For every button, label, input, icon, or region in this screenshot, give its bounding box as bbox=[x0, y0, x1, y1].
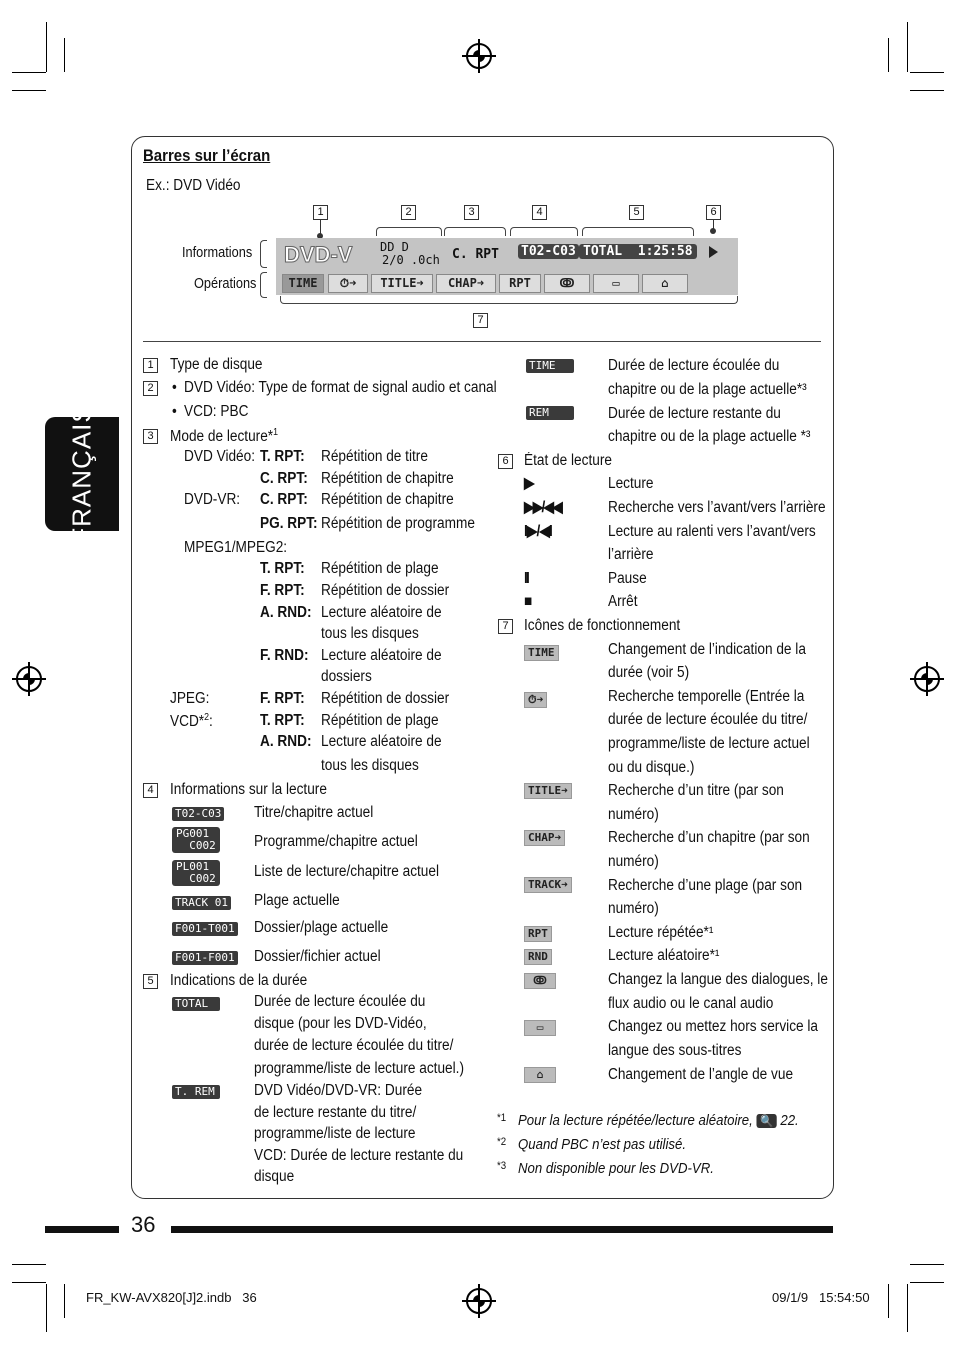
badge-desc: de lecture restante du titre/ bbox=[254, 1104, 417, 1121]
fast-forward-rewind-icon: ▶▶/◀◀ bbox=[524, 499, 561, 516]
badge-desc: disque (pour les DVD-Vidéo, bbox=[254, 1015, 427, 1032]
footer-timestamp: 09/1/9 15:54:50 bbox=[772, 1290, 870, 1305]
badge-desc: Liste de lecture/chapitre actuel bbox=[254, 863, 440, 880]
mode-key: F. RND: bbox=[260, 647, 309, 664]
label-mpeg: MPEG1/MPEG2: bbox=[184, 539, 288, 556]
mode-key: T. RPT: bbox=[260, 712, 305, 729]
item-number: 1 bbox=[143, 358, 158, 373]
badge-desc: chapitre ou de la plage actuelle*³ bbox=[608, 381, 807, 398]
mode-desc: Répétition de dossier bbox=[321, 582, 450, 599]
badge-desc: Durée de lecture restante du bbox=[608, 405, 781, 422]
badge-desc: durée de lecture écoulée du titre/ bbox=[254, 1037, 454, 1054]
op-desc: Lecture répétée*¹ bbox=[608, 924, 714, 941]
osd-rpt-button[interactable]: RPT bbox=[499, 274, 541, 293]
example-label: Ex.: DVD Vidéo bbox=[146, 177, 241, 194]
mode-desc: Répétition de titre bbox=[321, 448, 428, 465]
repeat-icon: RPT bbox=[524, 926, 552, 942]
osd-chap-button[interactable]: CHAP➜ bbox=[436, 274, 496, 293]
item-number: 6 bbox=[498, 454, 513, 469]
badge-t-rem: T. REM bbox=[172, 1085, 220, 1099]
mode-key: PG. RPT: bbox=[260, 515, 318, 532]
mode-desc: dossiers bbox=[321, 668, 372, 685]
item-number: 2 bbox=[143, 381, 158, 396]
mode-desc: Lecture aléatoire de bbox=[321, 733, 442, 750]
item-disc-type: Type de disque bbox=[170, 356, 263, 373]
item-playback-info: Informations sur la lecture bbox=[170, 781, 327, 798]
callout-3: 3 bbox=[464, 205, 479, 220]
osd-bar bbox=[276, 238, 738, 295]
badge-program-chapter: PG001 C002 bbox=[172, 827, 220, 853]
badge-desc: Programme/chapitre actuel bbox=[254, 833, 418, 850]
footnote-3: Non disponible pour les DVD-VR. bbox=[518, 1160, 714, 1177]
op-desc: Recherche d’un titre (par son bbox=[608, 782, 784, 799]
play-icon: ▶ bbox=[524, 475, 535, 492]
op-desc: numéro) bbox=[608, 806, 659, 823]
item-number: 3 bbox=[143, 429, 158, 444]
mode-desc: Répétition de programme bbox=[321, 515, 475, 532]
status-desc: Lecture bbox=[608, 475, 654, 492]
op-desc: numéro) bbox=[608, 900, 659, 917]
item-number: 7 bbox=[498, 619, 513, 634]
footnote-1: Pour la lecture répétée/lecture aléatoire, 🔍 22. bbox=[518, 1112, 799, 1129]
footnote-mark: *1 bbox=[497, 1112, 507, 1124]
badge-desc: programme/liste de lecture bbox=[254, 1125, 416, 1142]
item-time-indication: Indications de la durée bbox=[170, 972, 308, 989]
op-desc: Recherche d’une plage (par son bbox=[608, 877, 803, 894]
badge-playlist-chapter: PL001 C002 bbox=[172, 860, 220, 886]
badge-desc: DVD Vidéo/DVD-VR: Durée bbox=[254, 1082, 423, 1099]
footnote-2: Quand PBC n’est pas utilisé. bbox=[518, 1136, 687, 1153]
mode-desc: Répétition de chapitre bbox=[321, 470, 454, 487]
op-desc: Changement de l’angle de vue bbox=[608, 1066, 794, 1083]
bullet: • bbox=[172, 403, 177, 420]
mode-key: A. RND: bbox=[260, 733, 312, 750]
osd-title-button[interactable]: TITLE➜ bbox=[371, 274, 433, 293]
badge-title-chapter: T02-C03 bbox=[172, 807, 224, 821]
osd-label-info: Informations bbox=[182, 245, 253, 261]
label-dvd-video: DVD Vidéo: bbox=[184, 448, 256, 465]
badge-rem: REM bbox=[526, 406, 574, 420]
footer-file-info: FR_KW-AVX820[J]2.indb 36 bbox=[86, 1290, 257, 1305]
mode-key: C. RPT: bbox=[260, 470, 308, 487]
mode-desc: tous les disques bbox=[321, 625, 419, 642]
callout-2: 2 bbox=[401, 205, 416, 220]
op-desc: flux audio ou le canal audio bbox=[608, 995, 774, 1012]
op-desc: Changement de l’indication de la bbox=[608, 641, 806, 658]
label-jpeg: JPEG: bbox=[170, 690, 210, 707]
op-desc: Recherche temporelle (Entrée la bbox=[608, 688, 805, 705]
mode-key: A. RND: bbox=[260, 604, 312, 621]
callout-6: 6 bbox=[706, 205, 721, 220]
osd-total-time: TOTAL 1:25:58 bbox=[579, 244, 697, 259]
op-desc: numéro) bbox=[608, 853, 659, 870]
osd-angle-icon[interactable]: ⌂ bbox=[642, 274, 688, 293]
badge-desc: Durée de lecture écoulée du bbox=[608, 357, 780, 374]
label-dvd-vr: DVD-VR: bbox=[184, 491, 241, 508]
status-desc: l’arrière bbox=[608, 546, 654, 563]
mode-desc: tous les disques bbox=[321, 757, 419, 774]
item-pbc: VCD: PBC bbox=[184, 403, 249, 420]
item-playback-status: État de lecture bbox=[524, 452, 612, 469]
item-operation-icons: Icônes de fonctionnement bbox=[524, 617, 681, 634]
op-desc: durée (voir 5) bbox=[608, 664, 690, 681]
slow-motion-icon: I▶/◀I bbox=[524, 523, 552, 540]
page-number: 36 bbox=[131, 1212, 156, 1237]
badge-desc: Plage actuelle bbox=[254, 892, 340, 909]
badge-desc: Dossier/fichier actuel bbox=[254, 948, 381, 965]
track-search-icon: TRACK➜ bbox=[524, 877, 572, 893]
op-desc: durée de lecture écoulée du titre/ bbox=[608, 711, 808, 728]
op-desc: Changez la langue des dialogues, le bbox=[608, 971, 828, 988]
title-search-icon: TITLE➜ bbox=[524, 783, 572, 799]
bullet: • bbox=[172, 379, 177, 396]
badge-folder-file: F001-F001 bbox=[172, 951, 238, 965]
mode-desc: Répétition de dossier bbox=[321, 690, 450, 707]
chapter-search-icon: CHAP➜ bbox=[524, 830, 565, 846]
mode-key: F. RPT: bbox=[260, 582, 305, 599]
item-playback-mode: Mode de lecture*$^1$ bbox=[170, 427, 279, 446]
badge-time: TIME bbox=[526, 359, 574, 373]
op-desc: ou du disque.) bbox=[608, 759, 695, 776]
badge-desc: Dossier/plage actuelle bbox=[254, 919, 389, 936]
registration-mark-icon bbox=[16, 666, 42, 692]
language-tab: FRANÇAIS bbox=[45, 417, 119, 531]
osd-time-button[interactable]: TIME bbox=[282, 274, 324, 293]
item-number: 4 bbox=[143, 783, 158, 798]
osd-audio-top: DD D bbox=[380, 240, 409, 254]
status-desc: Pause bbox=[608, 570, 647, 587]
mode-desc: Lecture aléatoire de bbox=[321, 604, 442, 621]
search-icon: 🔍 bbox=[756, 1114, 776, 1128]
callout-5: 5 bbox=[629, 205, 644, 220]
badge-desc: disque bbox=[254, 1168, 295, 1185]
time-search-icon: ⏱➜ bbox=[524, 692, 547, 708]
status-desc: Lecture au ralenti vers l’avant/vers bbox=[608, 523, 816, 540]
op-desc: programme/liste de lecture actuel bbox=[608, 735, 810, 752]
mode-desc: Répétition de plage bbox=[321, 712, 439, 729]
callout-7: 7 bbox=[473, 313, 488, 328]
osd-title-chapter: T02-C03 bbox=[518, 244, 579, 259]
badge-total: TOTAL bbox=[172, 997, 220, 1011]
badge-track: TRACK 01 bbox=[172, 896, 231, 910]
badge-desc: VCD: Durée de lecture restante du bbox=[254, 1147, 464, 1164]
osd-label-ops: Opérations bbox=[194, 276, 257, 292]
mode-key: T. RPT: bbox=[260, 560, 305, 577]
angle-icon: ⌂ bbox=[524, 1067, 556, 1083]
footnote-mark: *2 bbox=[497, 1136, 507, 1148]
callout-1: 1 bbox=[313, 205, 328, 220]
badge-desc: programme/liste de lecture actuel.) bbox=[254, 1060, 465, 1077]
osd-audio-icon[interactable]: ↂ bbox=[544, 274, 590, 293]
op-desc: Recherche d’un chapitre (par son bbox=[608, 829, 810, 846]
registration-mark-icon bbox=[466, 1288, 492, 1314]
mode-desc: Répétition de plage bbox=[321, 560, 439, 577]
osd-repeat-mode: C. RPT bbox=[452, 247, 499, 262]
badge-desc: chapitre ou de la plage actuelle *³ bbox=[608, 428, 811, 445]
badge-folder-track: F001-T001 bbox=[172, 922, 238, 936]
stop-icon: ■ bbox=[524, 593, 533, 610]
subtitle-icon: ▭ bbox=[524, 1020, 556, 1036]
osd-audio-bottom: 2/0 .0ch bbox=[382, 253, 440, 267]
status-desc: Recherche vers l’avant/vers l’arrière bbox=[608, 499, 826, 516]
play-icon bbox=[709, 246, 718, 258]
section-title: Barres sur l’écran bbox=[143, 146, 271, 165]
registration-mark-icon bbox=[914, 666, 940, 692]
random-icon: RND bbox=[524, 949, 552, 965]
time-button-icon: TIME bbox=[524, 645, 559, 661]
item-number: 5 bbox=[143, 974, 158, 989]
osd-disc-type: DVD-V bbox=[284, 242, 353, 267]
mode-key: F. RPT: bbox=[260, 690, 305, 707]
mode-key: C. RPT: bbox=[260, 491, 308, 508]
label-vcd: VCD*$^2$: bbox=[170, 712, 213, 731]
badge-desc: Titre/chapitre actuel bbox=[254, 804, 374, 821]
pause-icon: II bbox=[524, 570, 529, 587]
op-desc: Lecture aléatoire*¹ bbox=[608, 947, 720, 964]
badge-desc: Durée de lecture écoulée du bbox=[254, 993, 426, 1010]
item-signal-format: DVD Vidéo: Type de format de signal audio et canal bbox=[184, 379, 497, 396]
registration-mark-icon bbox=[466, 43, 492, 69]
mode-desc: Répétition de chapitre bbox=[321, 491, 454, 508]
mode-desc: Lecture aléatoire de bbox=[321, 647, 442, 664]
op-desc: langue des sous-titres bbox=[608, 1042, 742, 1059]
osd-subtitle-icon[interactable]: ▭ bbox=[593, 274, 639, 293]
audio-language-icon: ↂ bbox=[524, 973, 556, 989]
status-desc: Arrêt bbox=[608, 593, 638, 610]
op-desc: Changez ou mettez hors service la bbox=[608, 1018, 819, 1035]
osd-time-search-button[interactable]: ⏱➜ bbox=[328, 274, 368, 293]
mode-key: T. RPT: bbox=[260, 448, 305, 465]
footnote-mark: *3 bbox=[497, 1160, 507, 1172]
callout-4: 4 bbox=[532, 205, 547, 220]
